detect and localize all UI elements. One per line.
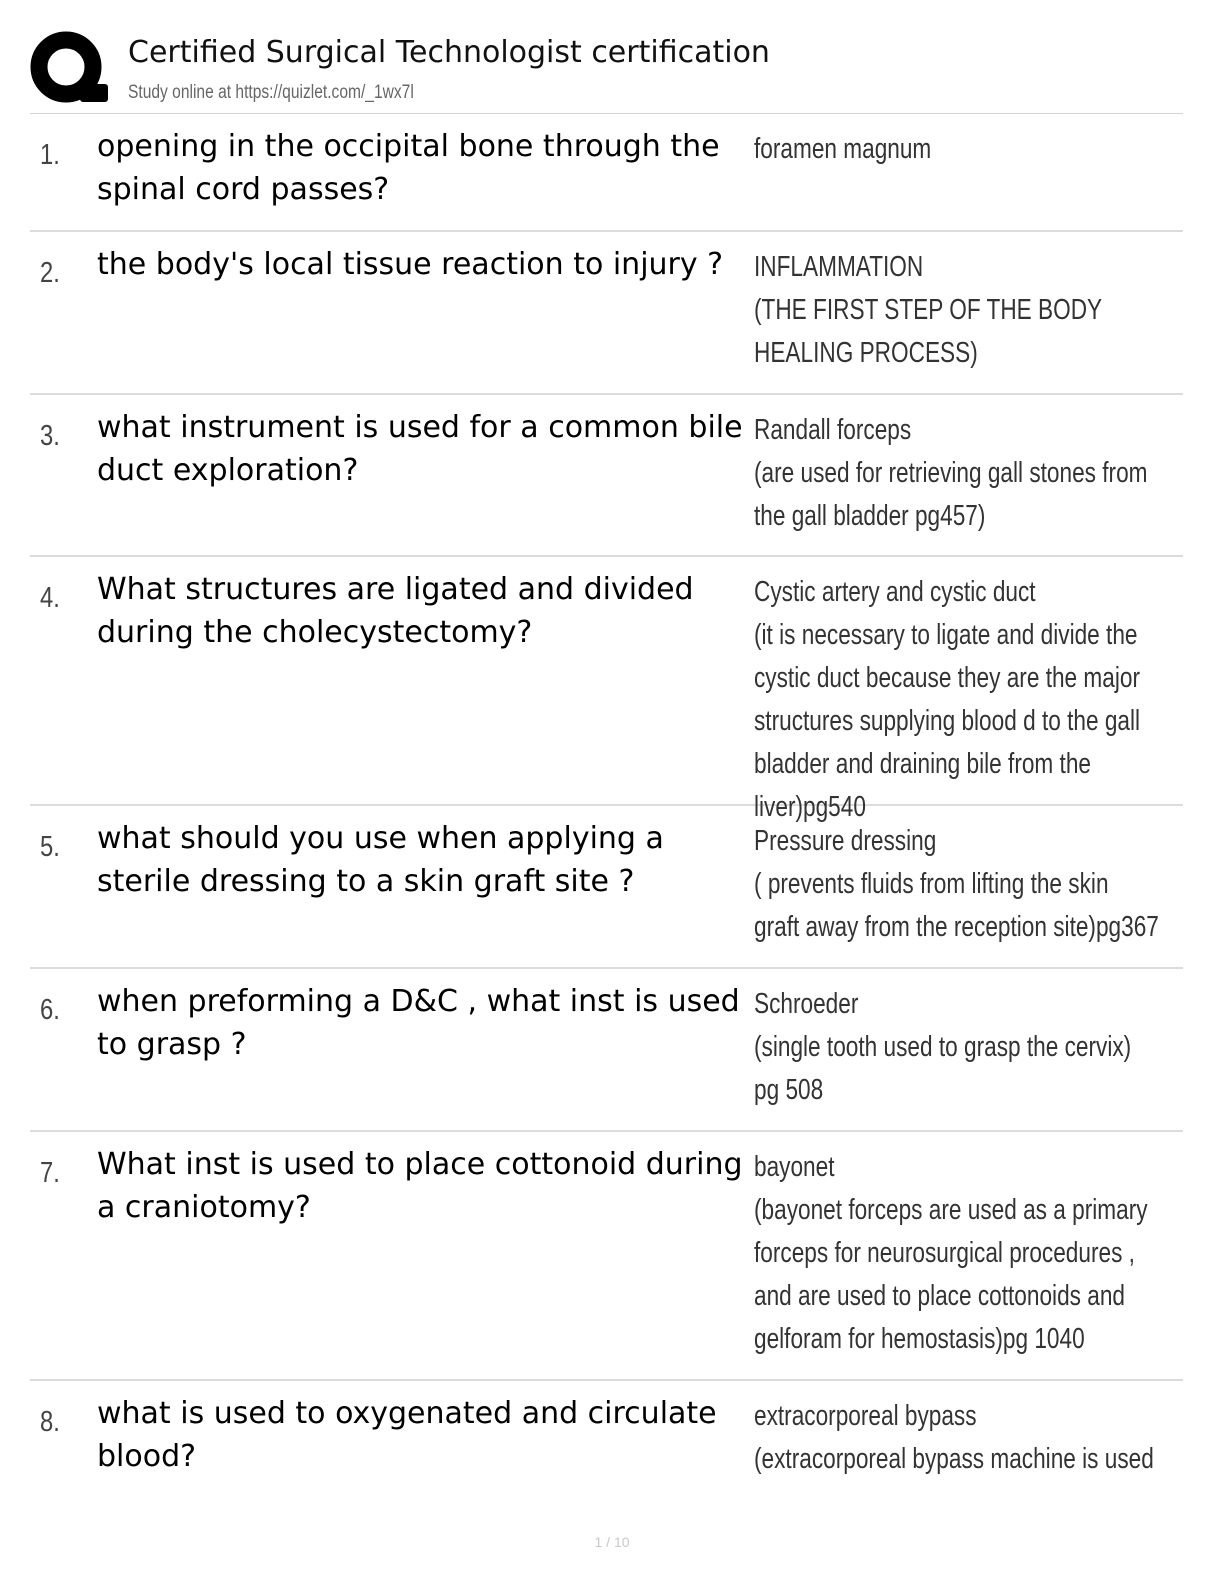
flashcard — [30, 557, 1183, 823]
card-number: 8. — [40, 1406, 60, 1438]
page-number: 1 / 10 — [594, 1534, 630, 1550]
card-number: 6. — [40, 994, 60, 1026]
card-definition: Randall forceps (are used for retrieving gall stones from the gall bladder pg457) — [754, 414, 1148, 532]
card-definition: extracorporeal bypass (extracorporeal bypass machine is used — [754, 1400, 1154, 1475]
flashcard — [30, 114, 1183, 232]
quizlet-logo-icon — [30, 28, 110, 108]
card-term: when preforming a D&C , what inst is used to grasp ? — [97, 984, 740, 1062]
flashcard — [30, 806, 1183, 969]
card-number: 5. — [40, 831, 60, 863]
card-term: what is used to oxygenated and circulate blood? — [97, 1396, 717, 1474]
card-number: 1. — [40, 139, 60, 171]
study-online-link[interactable]: Study online at https://quizlet.com/_1wx7l — [128, 82, 414, 103]
card-number: 4. — [40, 582, 60, 614]
card-definition: Cystic artery and cystic duct (it is necessary to ligate and divide the cystic duct because they are the major structures supplying blood d to the gall bladder and draining bile from the liver)pg540 — [754, 576, 1141, 823]
card-term: What structures are ligated and divided during the cholecystectomy? — [97, 572, 694, 650]
flashcard-list — [30, 114, 1183, 1501]
document-header — [30, 28, 1190, 112]
card-definition: Pressure dressing ( prevents fluids from lifting the skin graft away from the reception site)pg367 — [754, 825, 1159, 943]
flashcard — [30, 1132, 1183, 1381]
card-term: opening in the occipital bone through the spinal cord passes? — [97, 129, 720, 207]
flashcard — [30, 232, 1183, 395]
card-definition: bayonet (bayonet forceps are used as a primary forceps for neurosurgical procedures , and are used to place cottonoids and gelforam for hemostasis)pg 1040 — [754, 1151, 1148, 1355]
card-term: the body's local tissue reaction to injury ? — [97, 247, 724, 282]
card-term: What inst is used to place cottonoid during a craniotomy? — [97, 1147, 743, 1225]
card-term: what instrument is used for a common bile duct exploration? — [97, 410, 743, 488]
card-definition: foramen magnum — [754, 133, 932, 165]
card-number: 7. — [40, 1157, 60, 1189]
flashcard — [30, 1381, 1183, 1501]
card-number: 3. — [40, 420, 60, 452]
card-definition: Schroeder (single tooth used to grasp the cervix) pg 508 — [754, 988, 1132, 1106]
flashcard — [30, 969, 1183, 1132]
card-definition: INFLAMMATION (THE FIRST STEP OF THE BODY HEALING PROCESS) — [754, 251, 1102, 369]
document-title: Certified Surgical Technologist certification — [128, 35, 770, 70]
flashcard — [30, 395, 1183, 557]
card-term: what should you use when applying a sterile dressing to a skin graft site ? — [97, 821, 664, 899]
card-number: 2. — [40, 257, 60, 289]
